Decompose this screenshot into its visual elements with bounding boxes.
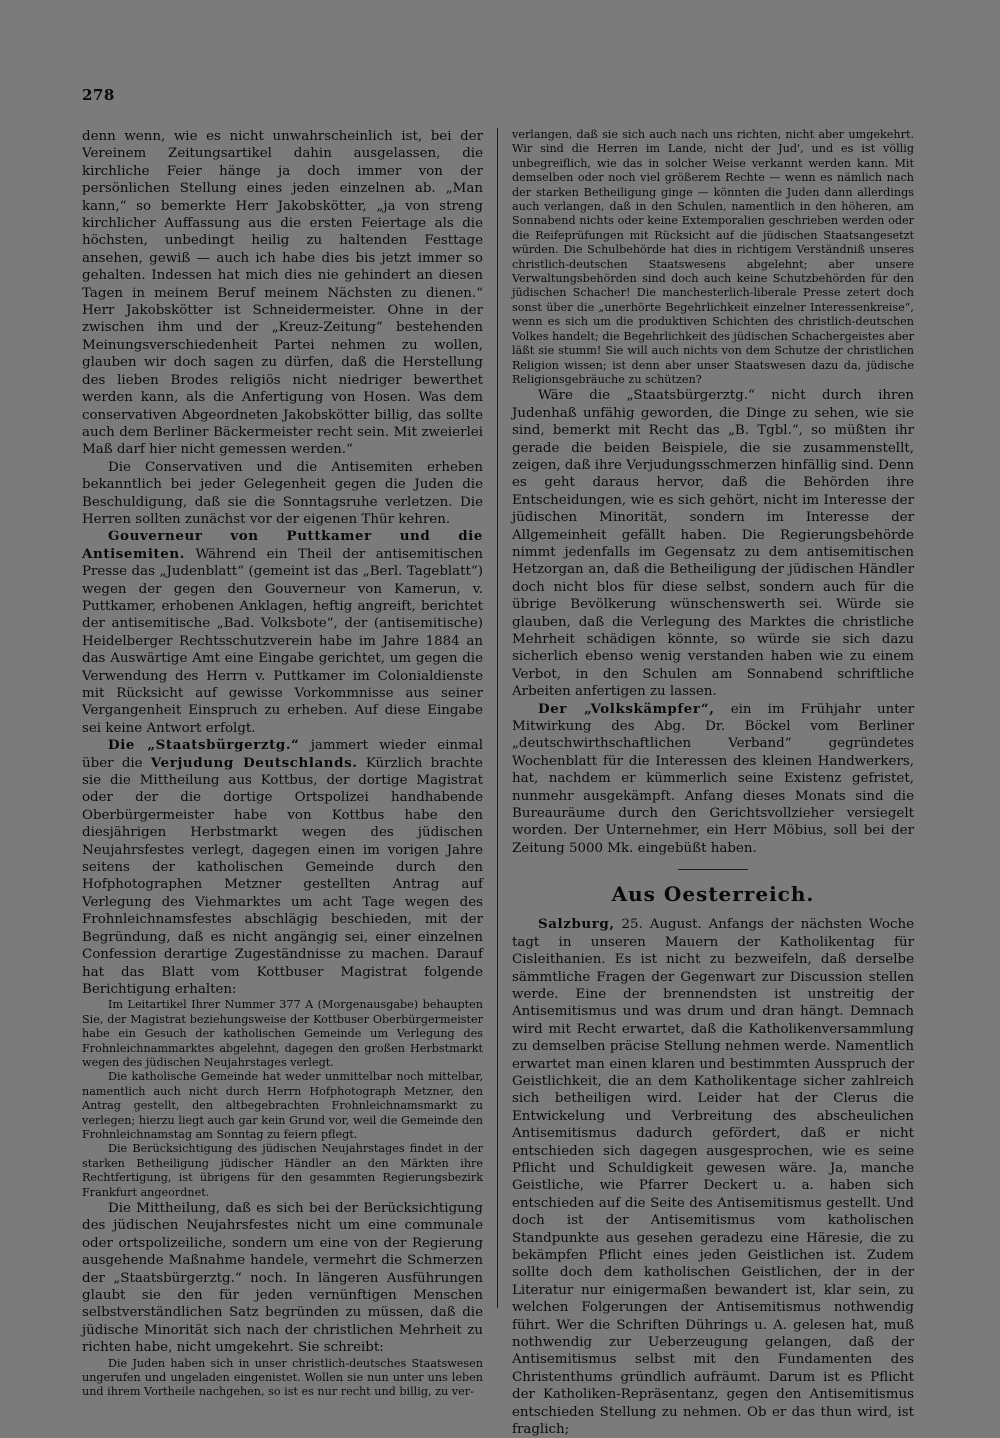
paragraph: Der „Volkskämpfer“, ein im Frühjahr unter Mitwirkung des Abg. Dr. Böckel vom Berliner „deutschwirthschaftlichen Verband“ gegründetes Wochenblatt für die Interessen des kleinen Handwerkers, hat, nachdem er kümmerlich seine Existenz gefristet, nunmehr ausgekämpft. Anfang dieses Monats sind die Bureauräume durch den Gerichtsvollzieher versiegelt worden. Der Unternehmer, ein Herr Möbius, soll bei der Zeitung 5000 Mk. eingebüßt haben. [512, 700, 915, 856]
quoted-paragraph: Die Juden haben sich in unser christlich-deutsches Staatswesen ungerufen und ungeladen eingenistet. Wollen sie nun unter uns leben und ihrem Vortheile nachgehen, so ist es nur recht und billig, zu ver- [82, 1356, 483, 1399]
paragraph: Wäre die „Staatsbürgerztg.“ nicht durch ihren Judenhaß unfähig geworden, die Dinge zu sehen, wie sie sind, bemerkt mit Recht das „B. Tgbl.“, so müßten ihr gerade die beiden Beispiele, die sie zusammenstellt, zeigen, daß ihre Verjudungsschmerzen hinfällig sind. Denn es geht daraus hervor, daß die Behörden ihre Entscheidungen, wie es sich gehört, nicht im Interesse der jüdischen Minorität, sondern im Interesse der Allgemeinheit gefällt haben. Die Regierungsbehörde nimmt jedenfalls im Gegensatz zu dem antisemitischen Hetzorgan an, daß die Betheiligung der jüdischen Händler doch nicht blos für diese selbst, sondern auch für die übrige Bevölkerung wünschenswerth sei. Würde sie glauben, daß die Verlegung des Marktes die christliche Mehrheit schädigen könnte, so würde sie sich dazu sicherlich ebenso wenig verstanden haben wie zu einem Verbot, in den Schulen am Sonnabend schriftliche Arbeiten anfertigen zu lassen. [512, 388, 914, 700]
paragraph: denn wenn, wie es nicht unwahrscheinlich ist, bei der Vereinem Zeitungsartikel dahin ausgelassen, die kirchliche Feier hänge ja doch immer von der persönlichen Stellung eines jeden einzelnen ab. „Man kann,“ so bemerkte Herr Jakobskötter, „ja von streng kirchlicher Auffassung aus die ersten Feiertage als die höchsten, unbedingt heilig zu haltenden Festtage ansehen, gewiß — auch ich habe dies bis jetzt immer so gehalten. Indessen hat mich dies nie gehindert an diesen Tagen in meinem Beruf meinem Nächsten zu dienen.“ Herr Jakobskötter ist Schneidermeister. Ohne in der zwischen ihm und der „Kreuz-Zeitung“ bestehenden Meinungsverschiedenheit Partei nehmen zu wollen, glauben wir doch sagen zu dürfen, daß die Herstellung des lieben Brodes religiös nicht niedriger bewerthet werden kann, als die Anfertigung von Hosen. Was dem conservativen Abgeordneten Jakobskötter billig, das sollte auch dem Berliner Bäckermeister recht sein. Mit zweierlei Maß darf hier nicht gemessen werden.“ [82, 129, 483, 458]
article-headline: Die „Staatsbürgerztg.“ [108, 737, 300, 754]
paragraph: Die Mittheilung, daß es sich bei der Berücksichtigung des jüdischen Neujahrsfestes nicht um eine communale oder ortspolizeiliche, sondern um eine von der Regierung ausgehende Maßnahme handele, vermehrt die Schmerzen der „Staatsbürgerztg.“ noch. In längeren Ausführungen glaubt sie den für jeden vernünftigen Menschen selbstverständlichen Satz begründen zu müssen, daß die jüdische Minorität sich nach der christlichen Mehrheit zu richten habe, nicht umgekehrt. Sie schreibt: [82, 1201, 483, 1356]
quoted-paragraph: verlangen, daß sie sich auch nach uns richten, nicht aber umgekehrt. Wir sind die Herren im Lande, nicht der Jud', und es ist völlig unbegreiflich, wie das in solcher Weise verkannt werden kann. Mit demselben oder noch viel größerem Rechte — wenn es nämlich nach der starken Betheiligung ginge — könnten die Juden dann allerdings auch verlangen, daß in den Schulen, namentlich in den höheren, am Sonnabend nichts oder keine Extemporalien geschrieben werden oder die Reifeprüfungen mit Rücksicht auf die jüdischen Staatsangesetzt würden. Die Schulbehörde hat dies in richtigem Verständniß unseres christlich-deutschen Staatswesens abgelehnt; aber unsere Verwaltungsbehörden sind doch auch keine Schutzbehörden für den jüdischen Schacher! Die manchesterlich-liberale Presse zetert doch sonst über die „unerhörte Begehrlichkeit einzelner Interessenkreise“, wenn es sich um die produktiven Schichten des christlich-deutschen Volkes handelt; die Begehrlichkeit des jüdischen Schachergeistes aber läßt sie stumm! Sie will auch nichts von dem Schutze der christlichen Religion wissen; ist denn aber unser Staatswesen dazu da, jüdische Religionsgebräuche zu schützen? [512, 128, 914, 386]
article-headline: Der „Volkskämpfer“, [538, 700, 715, 717]
quoted-paragraph: Die katholische Gemeinde hat weder unmittelbar noch mittelbar, namentlich auch nicht durch Herrn Hofphotograph Metzner, den Antrag gestellt, den altbegebrachten Frohnleichnamsmarkt zu verlegen; hierzu liegt auch gar kein Grund vor, weil die Gemeinde den Frohnleichnamstag am Sonntag zu feiern pflegt. [82, 1070, 483, 1141]
paragraph: Gouverneur von Puttkamer und die Antisemiten. Während ein Theil der antisemitischen Presse das „Judenblatt“ (gemeint ist das „Berl. Tageblatt“) wegen der gegen den Gouverneur von Kamerun, v. Puttkamer, erhobenen Anklagen, heftig angreift, berichtet der antisemitische „Bad. Volksbote“, der (antisemitische) Heidelberger Rechtsschutzverein habe im Jahre 1884 an das Auswärtige Amt eine Eingabe gerichtet, um gegen die Verwendung des Herrn v. Puttkamer im Colonialdienste mit Rücksicht auf gewisse Vorkommnisse aus seiner Vergangenheit Einspruch zu erheben. Auf diese Eingabe sei keine Antwort erfolgt. [82, 528, 483, 736]
page-number: 278 [82, 86, 115, 104]
quoted-paragraph: Die Berücksichtigung des jüdischen Neujahrstages findet in der starken Betheiligung jüdischer Händler an den Märkten ihre Rechtfertigung, ist übrigens für den gesammten Regierungsbezirk Frankfurt angeordnet. [82, 1142, 483, 1199]
quoted-paragraph: Im Leitartikel Ihrer Nummer 377 A (Morgenausgabe) behaupten Sie, der Magistrat beziehungsweise der Kottbuser Oberbürgermeister habe ein Gesuch der katholischen Gemeinde um Verlegung des Frohnleichnammarktes abgelehnt, dagegen den großen Herbstmarkt wegen des jüdischen Neujahrstages verlegt. [82, 998, 483, 1069]
paragraph: Die „Staatsbürgerztg.“ jammert wieder einmal über die Verjudung Deutschlands. Kürzlich brachte sie die Mittheilung aus Kottbus, der dortige Magistrat oder der die dortige Ortspolizei handhabende Oberbürgermeister habe von Kottbus habe den diesjährigen Herbstmarkt wegen des jüdischen Neujahrsfestes verlegt, dagegen einen im vorigen Jahre seitens der katholischen Gemeinde durch den Hofphotographen Metzner gestellten Antrag auf Verlegung des Viehmarktes um acht Tage wegen des Frohnleichnamsfestes abschlägig beschieden, mit der Begründung, daß es nicht angängig sei, einer einzelnen Confession derartige Zugeständnisse zu machen. Darauf hat das Blatt vom Kottbuser Magistrat folgende Berichtigung erhalten: [82, 737, 483, 997]
right-column [498, 128, 915, 1438]
paragraph: Die Conservativen und die Antisemiten erheben bekanntlich bei jeder Gelegenheit gegen die Juden die Beschuldigung, daß sie die Sonntagsruhe verletzen. Die Herren sollten zunächst vor der eigenen Thür kehren. [82, 459, 483, 527]
left-column [82, 128, 498, 1399]
article-headline: Salzburg, [538, 916, 615, 933]
section-title: Aus Oesterreich. [611, 882, 815, 907]
article-headline: Verjudung Deutschlands. [150, 754, 358, 771]
article-headline: Gouverneur von Puttkamer und die Antisemiten. [82, 528, 483, 562]
section-divider [678, 869, 748, 870]
paragraph: Salzburg, 25. August. Anfangs der nächsten Woche tagt in unseren Mauern der Katholikentag für Cisleithanien. Es ist nicht zu bezweifeln, daß derselbe sämmtliche Fragen der Gegenwart zur Discussion stellen werde. Eine der brennendsten ist unstreitig der Antisemitismus und was drum und dran hängt. Demnach wird mit Recht erwartet, daß die Katholikenversammlung zu demselben präcise Stellung nehmen werde. Namentlich erwartet man einen klaren und bestimmten Ausspruch der Geistlichkeit, die an dem Katholikentage sicher zahlreich sich betheiligen wird. Leider hat der Clerus die Entwickelung und Verbreitung des abscheulichen Antisemitismus dadurch gefördert, daß er nicht entschieden sich dagegen ausgesprochen, wie es seine Pflicht und Schuldigkeit gewesen wäre. Ja, manche Geistliche, wie Pfarrer Deckert u. a. haben sich entschieden auf die Seite des Antisemitismus gestellt. Und doch ist der Antisemitismus vom katholischen Standpunkte aus gesehen geradezu eine Häresie, die zu bekämpfen Pflicht eines jeden Geistlichen ist. Zudem sollte doch dem katholischen Geistlichen, der in der Literatur nur einigermaßen bewandert ist, klar sein, zu welchen Folgerungen der Antisemitismus nothwendig führt. Wer die Schriften Dührings u. A. gelesen hat, muß nothwendig zur Ueberzeugung gelangen, daß der Antisemitismus selbst mit den Fundamenten des Christenthums gründlich aufräumt. Darum ist es Pflicht der Katholiken-Repräsentanz, gegen den Antisemitismus entschieden Stellung zu nehmen. Ob er das thun wird, ist fraglich; [512, 916, 914, 1438]
text-columns [82, 128, 915, 1438]
